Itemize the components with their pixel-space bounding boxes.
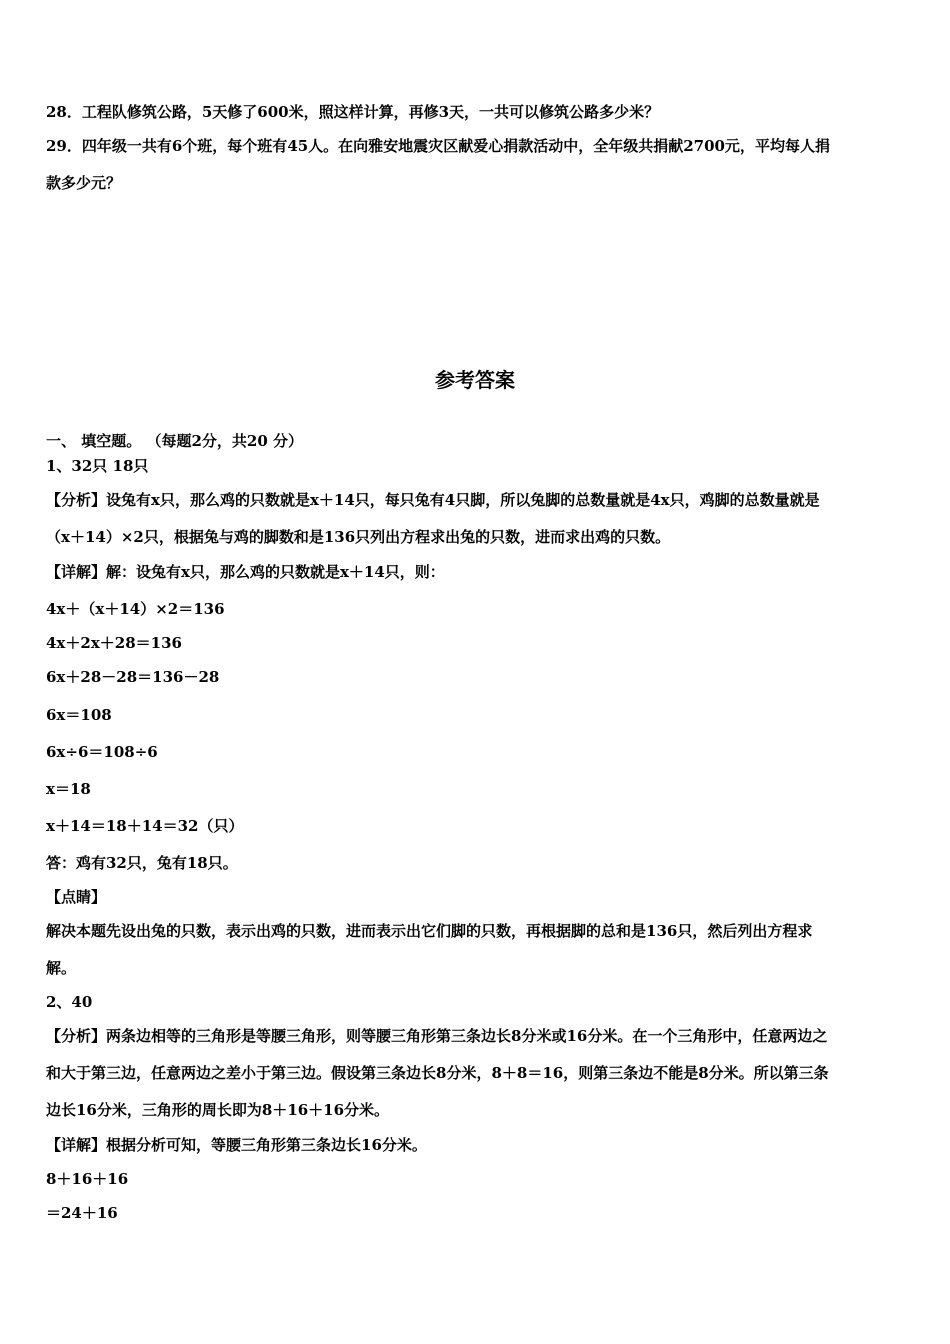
answer-2-step: ＝24＋16 (46, 1204, 118, 1222)
answer-2-analysis-line-2: 和大于第三边，任意两边之差小于第三边。假设第三条边长8分米，8＋8＝16，则第三条边不能是8分米。所以第三条 (46, 1064, 829, 1082)
answer-1-step: x＝18 (46, 780, 91, 798)
answer-1-step: 4x＋2x＋28＝136 (46, 634, 182, 652)
section-1-header: 一、 填空题。 （每题2分，共20 分） (46, 432, 303, 450)
answer-1-conclusion: 答：鸡有32只，兔有18只。 (46, 854, 238, 872)
answer-1-analysis-line-1: 【分析】设兔有x只，那么鸡的只数就是x＋14只，每只兔有4只脚，所以兔脚的总数量就是4x只，鸡脚的总数量就是 (46, 491, 820, 509)
question-29-line-2: 款多少元？ (46, 174, 122, 192)
answer-1: 1、32只 18只 (46, 457, 149, 475)
question-28: 28．工程队修筑公路，5天修了600米，照这样计算，再修3天，一共可以修筑公路多少米？ (46, 103, 660, 121)
answer-1-comment-header: 【点睛】 (46, 888, 107, 906)
answer-2-detail-intro: 【详解】根据分析可知，等腰三角形第三条边长16分米。 (46, 1136, 427, 1154)
answer-1-detail-intro: 【详解】解：设兔有x只，那么鸡的只数就是x＋14只，则： (46, 563, 445, 581)
question-29-line-1: 29．四年级一共有6个班，每个班有45人。在向雅安地震灾区献爱心捐款活动中，全年级共捐献2700元，平均每人捐 (46, 137, 830, 155)
answer-1-step: 4x＋（x＋14）×2＝136 (46, 600, 225, 618)
answers-title: 参考答案 (435, 368, 515, 392)
answer-2-step: 8＋16＋16 (46, 1170, 129, 1188)
answer-1-step: 6x＝108 (46, 706, 112, 724)
answer-2-analysis-line-1: 【分析】两条边相等的三角形是等腰三角形，则等腰三角形第三条边长8分米或16分米。在一个三角形中，任意两边之 (46, 1027, 828, 1045)
answer-1-step: 6x÷6＝108÷6 (46, 743, 158, 761)
answer-1-analysis-line-2: （x＋14）×2只，根据兔与鸡的脚数和是136只列出方程求出兔的只数，进而求出鸡的只数。 (46, 528, 671, 546)
answer-2: 2、40 (46, 993, 93, 1011)
answer-1-step: 6x＋28－28＝136－28 (46, 668, 220, 686)
answer-1-comment-line-1: 解决本题先设出兔的只数，表示出鸡的只数，进而表示出它们脚的只数，再根据脚的总和是136只，然后列出方程求 (46, 922, 813, 940)
answer-2-analysis-line-3: 边长16分米，三角形的周长即为8＋16＋16分米。 (46, 1101, 390, 1119)
answer-1-comment-line-2: 解。 (46, 959, 77, 977)
answer-1-step: x＋14＝18＋14＝32（只） (46, 817, 244, 835)
